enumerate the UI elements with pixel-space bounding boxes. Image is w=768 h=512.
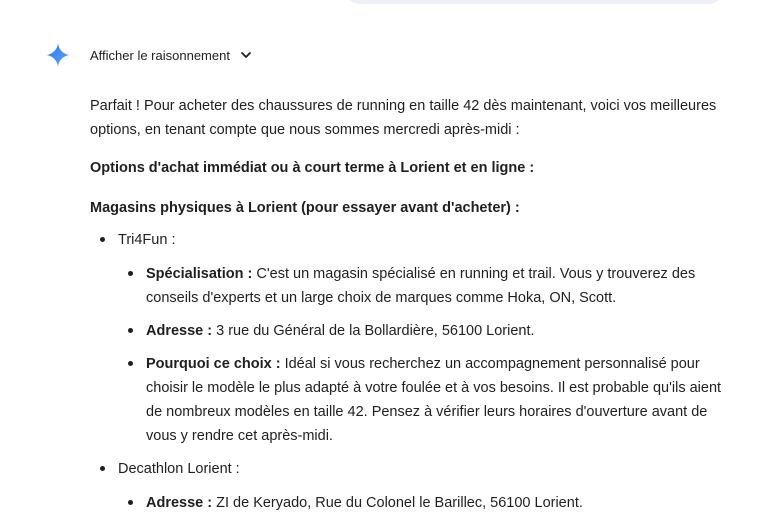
detail-label: Pourquoi ce choix :	[146, 356, 281, 372]
show-reasoning-label: Afficher le raisonnement	[90, 47, 230, 63]
store-details-list	[118, 262, 730, 448]
chevron-down-icon	[240, 49, 252, 61]
show-reasoning-toggle[interactable]	[90, 45, 252, 65]
store-name: Tri4Fun :	[118, 232, 176, 248]
detail-text: Idéal si vous recherchez un accompagnement personnalisé pour choisir le modèle le plus adapté à votre foulée et à vos besoins. Il est probable qu'ils aient de nombreux modèles en taille 42. Pensez à vérifier leurs horaires d'ouverture avant de vous y rendre cet après-midi.	[146, 356, 722, 444]
store-detail-item	[118, 262, 730, 310]
store-name: Decathlon Lorient :	[118, 461, 240, 477]
store-detail-item	[118, 491, 730, 512]
detail-label: Spécialisation :	[146, 266, 253, 282]
user-message-bubble	[344, 0, 724, 4]
detail-text: C'est un magasin spécialisé en running et trail. Vous y trouverez des conseils d'experts et un large choix de marques comme Hoka, ON, Scott.	[146, 266, 696, 306]
response-content	[90, 94, 730, 512]
options-heading: Options d'achat immédiat ou à court terme à Lorient et en ligne :	[90, 160, 535, 176]
stores-heading: Magasins physiques à Lorient (pour essayer avant d'acheter) :	[90, 200, 520, 216]
detail-text: ZI de Keryado, Rue du Colonel le Barillec, 56100 Lorient.	[212, 495, 583, 511]
store-item-tri4fun	[90, 228, 730, 448]
detail-label: Adresse :	[146, 323, 213, 339]
stores-list	[90, 228, 730, 512]
store-detail-item	[118, 319, 730, 343]
gemini-sparkle-icon	[46, 43, 70, 67]
store-item-decathlon	[90, 457, 730, 512]
store-detail-item	[118, 352, 730, 448]
detail-label: Adresse :	[146, 495, 213, 511]
response-intro: Parfait ! Pour acheter des chaussures de running en taille 42 dès maintenant, voici vos meilleures options, en tenant compte que nous sommes mercredi après-midi :	[90, 98, 717, 138]
store-details-list	[118, 491, 730, 512]
detail-text: 3 rue du Général de la Bollardière, 56100 Lorient.	[212, 323, 535, 339]
